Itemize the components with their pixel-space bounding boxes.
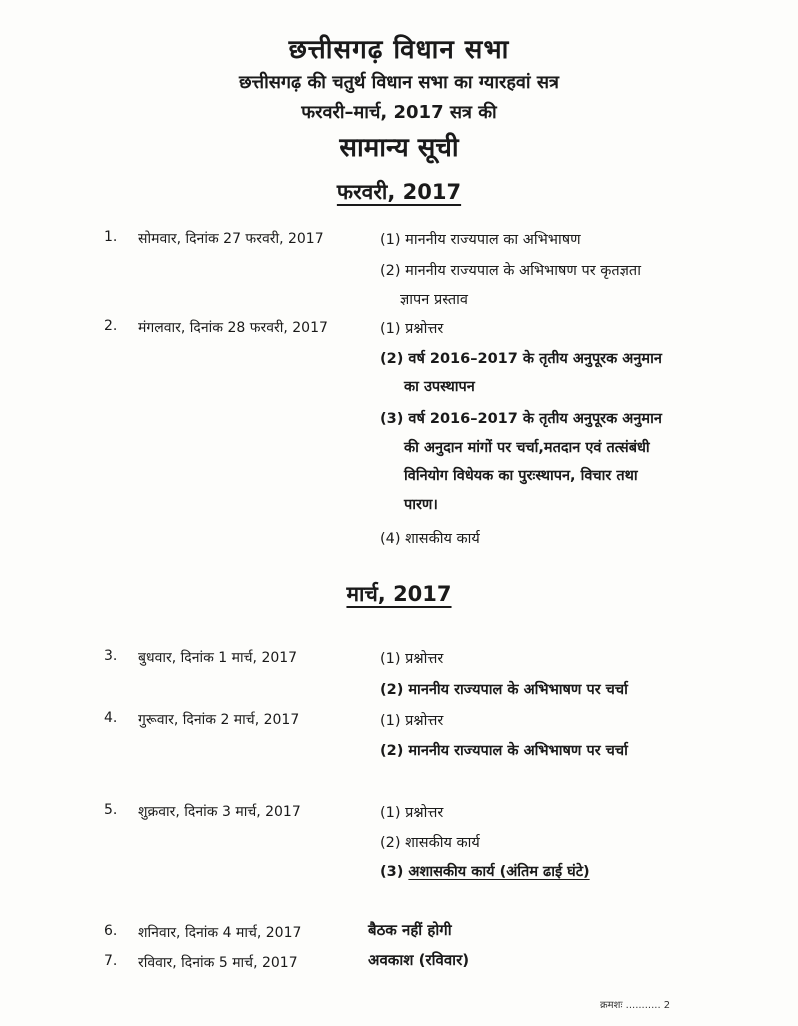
agenda-item-continuation: पारण। (404, 497, 438, 513)
agenda-item: (3) वर्ष 2016–2017 के तृतीय अनुपूरक अनुमान (380, 411, 662, 427)
agenda-item: (1) माननीय राज्यपाल का अभिभाषण (380, 232, 581, 248)
assembly-title: छत्तीसगढ़ विधान सभा (288, 35, 510, 65)
document-title: सामान्य सूची (339, 133, 459, 163)
agenda-item: (2) माननीय राज्यपाल के अभिभाषण पर चर्चा (380, 682, 628, 698)
agenda-item: (2) शासकीय कार्य (380, 835, 480, 851)
agenda-item: (1) प्रश्नोत्तर (380, 321, 444, 337)
agenda-item-continuation: विनियोग विधेयक का पुरःस्थापन, विचार तथा (404, 468, 638, 484)
entry-number: 3. (104, 648, 118, 664)
agenda-item: (1) प्रश्नोत्तर (380, 805, 444, 821)
agenda-item: (1) प्रश्नोत्तर (380, 651, 444, 667)
continuation-footer: क्रमशः ........... 2 (600, 1000, 671, 1011)
agenda-item: (1) प्रश्नोत्तर (380, 713, 444, 729)
agenda-item-continuation: की अनुदान मांगों पर चर्चा,मतदान एवं तत्संबंधी (404, 440, 650, 456)
agenda-item: (2) माननीय राज्यपाल के अभिभाषण पर चर्चा (380, 743, 628, 759)
entry-number: 4. (104, 710, 118, 726)
session-subtitle: छत्तीसगढ़ की चतुर्थ विधान सभा का ग्यारहवां सत्र (239, 72, 559, 93)
session-period: फरवरी–मार्च, 2017 सत्र की (301, 102, 497, 123)
no-sitting-note: बैठक नहीं होगी (368, 921, 452, 939)
entry-date: शनिवार, दिनांक 4 मार्च, 2017 (138, 925, 302, 941)
agenda-item: (2) माननीय राज्यपाल के अभिभाषण पर कृतज्ञता (380, 263, 641, 279)
agenda-item-continuation: का उपस्थापन (404, 379, 475, 395)
holiday-note: अवकाश (रविवार) (368, 951, 470, 969)
entry-number: 5. (104, 802, 118, 818)
entry-date: बुधवार, दिनांक 1 मार्च, 2017 (138, 650, 298, 666)
agenda-item-private-business (380, 861, 590, 881)
entry-number: 1. (104, 229, 118, 245)
entry-date: मंगलवार, दिनांक 28 फरवरी, 2017 (138, 320, 328, 336)
agenda-item-number: (3) (380, 864, 404, 880)
agenda-item-text: अशासकीय कार्य (अंतिम ढाई घंटे) (408, 864, 590, 880)
entry-number: 6. (104, 923, 118, 939)
agenda-item-continuation: ज्ञापन प्रस्ताव (400, 292, 468, 308)
entry-date: गुरूवार, दिनांक 2 मार्च, 2017 (138, 712, 300, 728)
entry-date: शुक्रवार, दिनांक 3 मार्च, 2017 (138, 804, 301, 820)
entry-number: 2. (104, 318, 118, 334)
month-heading-march: मार्च, 2017 (346, 582, 452, 606)
month-heading-february: फरवरी, 2017 (336, 180, 462, 204)
agenda-item: (4) शासकीय कार्य (380, 531, 480, 547)
agenda-item: (2) वर्ष 2016–2017 के तृतीय अनुपूरक अनुमान (380, 351, 662, 367)
entry-number: 7. (104, 953, 118, 969)
entry-date: सोमवार, दिनांक 27 फरवरी, 2017 (138, 231, 324, 247)
entry-date: रविवार, दिनांक 5 मार्च, 2017 (138, 955, 298, 971)
